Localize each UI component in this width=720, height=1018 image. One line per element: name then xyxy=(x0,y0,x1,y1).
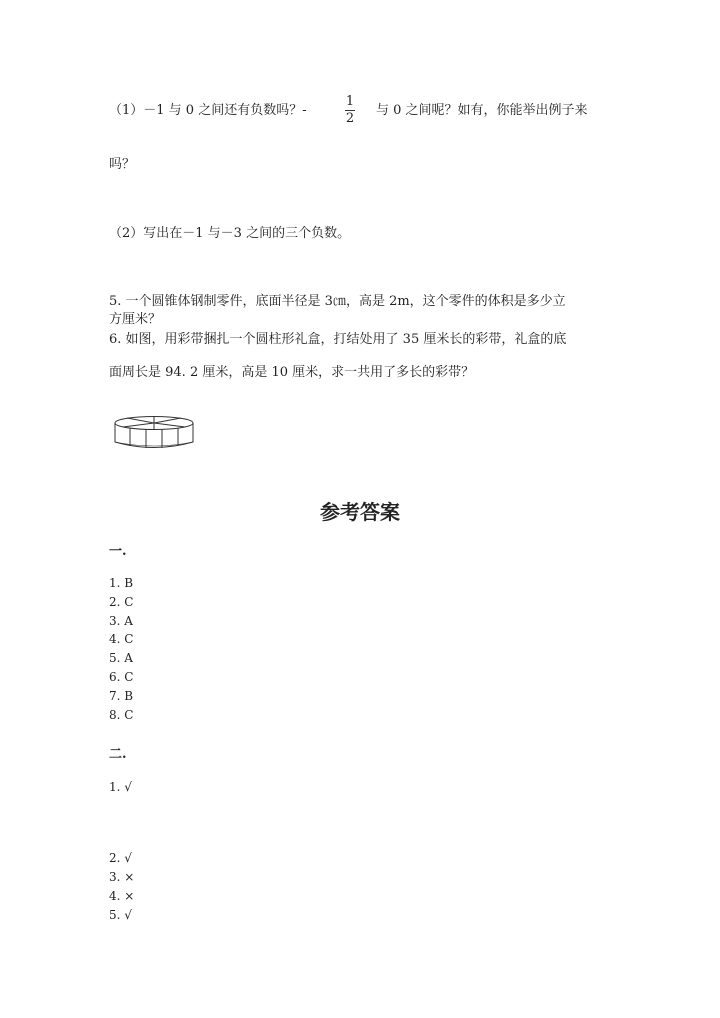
q6-line1: 6. 如图，用彩带捆扎一个圆柱形礼盒，打结处用了 35 厘米长的彩带，礼盒的底 xyxy=(109,332,567,347)
gift-box-illustration xyxy=(113,414,195,450)
answer-item: 3. A xyxy=(109,614,133,628)
fraction-numerator: 1 xyxy=(345,94,355,109)
answer-item: 1. √ xyxy=(109,780,132,794)
section-two-heading: 二. xyxy=(109,747,127,762)
q4-part1-prefix: （1）－1 与 0 之间还有负数吗？- xyxy=(109,103,307,118)
answers-title: 参考答案 xyxy=(320,500,400,524)
q6-line2: 面周长是 94. 2 厘米，高是 10 厘米，求一共用了多长的彩带？ xyxy=(109,365,475,380)
answer-item: 2. C xyxy=(109,595,134,609)
q5-line1: 5. 一个圆锥体钢制零件，底面半径是 3㎝，高是 2m，这个零件的体积是多少立 xyxy=(109,294,566,309)
answer-item: 7. B xyxy=(109,689,134,703)
answer-item: 4. C xyxy=(109,632,134,646)
answer-item: 8. C xyxy=(109,708,134,722)
answer-item: 4. × xyxy=(109,889,135,903)
answer-item: 3. × xyxy=(109,870,135,884)
q4-part2: （2）写出在－1 与－3 之间的三个负数。 xyxy=(109,226,351,241)
q4-part1-suffix: 与 0 之间呢？如有，你能举出例子来 xyxy=(376,103,588,118)
q5-line2: 方厘米？ xyxy=(109,312,162,327)
q4-part1-wrap: 吗？ xyxy=(109,157,136,172)
answer-item: 5. A xyxy=(109,651,133,665)
answer-item: 6. C xyxy=(109,670,134,684)
answer-item: 5. √ xyxy=(109,908,132,922)
fraction-one-half xyxy=(341,95,359,126)
answer-item: 1. B xyxy=(109,576,134,590)
section-one-heading: 一. xyxy=(109,544,127,559)
fraction-denominator: 2 xyxy=(345,111,355,126)
answer-item: 2. √ xyxy=(109,851,132,865)
